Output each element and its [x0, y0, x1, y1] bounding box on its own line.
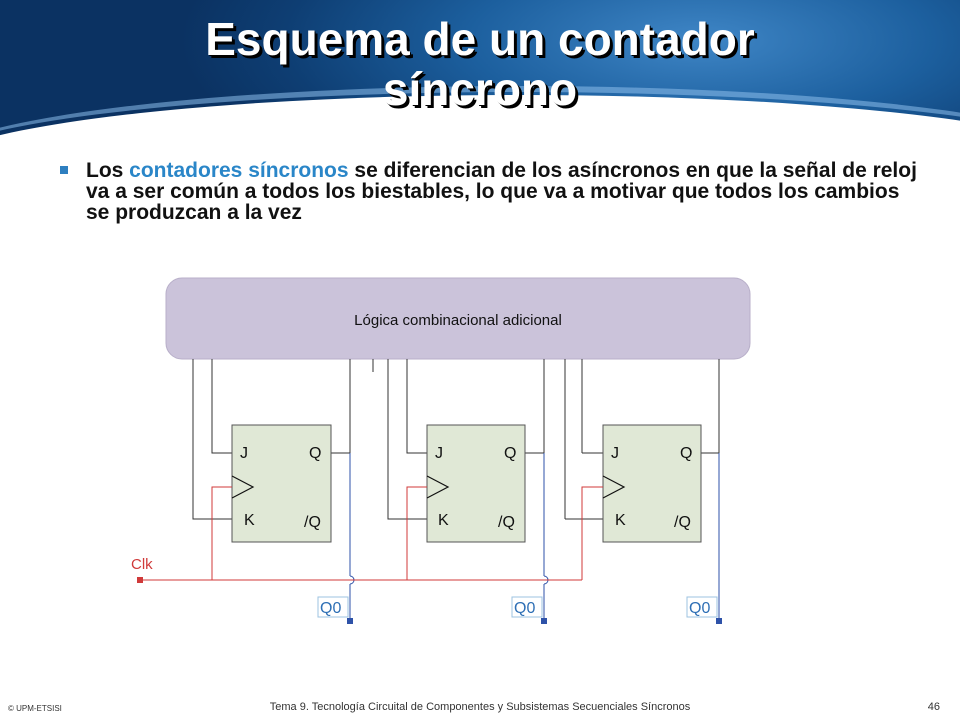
flipflop-3 [565, 359, 722, 624]
ff2-q-wire [525, 359, 544, 453]
footer-course-title: Tema 9. Tecnología Circuital de Componentes y Subsistemas Secuenciales Síncronos [269, 701, 691, 713]
flipflop-1 [193, 359, 373, 624]
ff3-q-label: Q [680, 445, 693, 462]
bullet-text-part1: Los [86, 159, 130, 182]
ff3-output-terminal [716, 618, 722, 624]
ff1-output-label: Q0 [320, 600, 342, 617]
ff2-output-label: Q0 [514, 600, 536, 617]
ff2-j-wire [407, 359, 427, 453]
footer-page-number: 46 [927, 701, 940, 713]
ff2-output-terminal [541, 618, 547, 624]
ff3-q-wire [701, 359, 719, 453]
ff3-nq-label: /Q [674, 514, 691, 531]
ff2-nq-label: /Q [498, 514, 515, 531]
ff1-nq-label: /Q [304, 514, 321, 531]
footer-copyright: © UPM-ETSISI [8, 704, 62, 713]
ff1-q-label: Q [309, 445, 322, 462]
ff2-j-label: J [435, 445, 443, 462]
ff1-k-label: K [244, 512, 255, 529]
ff3-output-label: Q0 [689, 600, 711, 617]
ff3-k-label: K [615, 512, 626, 529]
ff2-k-label: K [438, 512, 449, 529]
clock-terminal [137, 577, 143, 583]
clock-branch-3 [582, 487, 603, 580]
title-line-1: Esquema de un contador [205, 13, 755, 65]
ff1-j-label: J [240, 445, 248, 462]
ff1-j-wire [212, 359, 232, 453]
clock-label: Clk [131, 556, 153, 573]
ff2-q-label: Q [504, 445, 517, 462]
ff3-j-label: J [611, 445, 619, 462]
clock-branch-2 [407, 487, 427, 580]
title-line-2: síncrono [382, 63, 578, 115]
logic-block-label: Lógica combinacional adicional [354, 312, 562, 329]
flipflop-2 [388, 359, 582, 624]
bullet-text-part2: se diferencian de los asíncronos en que la señal de reloj va a ser común a todos los biestables, lo que va a motivar que todos los cambios se produzcan a la vez [86, 159, 917, 224]
ff1-q-wire [331, 359, 350, 453]
clock-branch-1 [212, 487, 232, 580]
clock-network [131, 487, 603, 583]
ff1-output-terminal [347, 618, 353, 624]
bullet-highlight: contadores síncronos [129, 159, 349, 182]
